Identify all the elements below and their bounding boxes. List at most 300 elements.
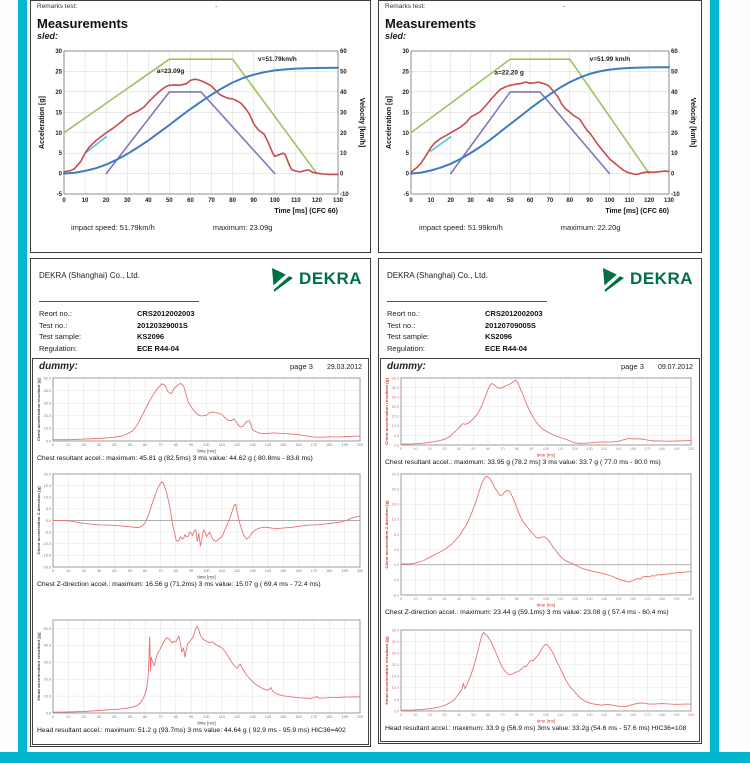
svg-text:30: 30	[467, 198, 474, 204]
chest-z-direction-chart	[35, 470, 366, 580]
sled-label: sled:	[385, 31, 407, 41]
svg-text:100: 100	[542, 447, 550, 451]
svg-text:50: 50	[471, 713, 476, 717]
remarks-row	[379, 1, 701, 10]
remarks-label: Remarks test:	[37, 3, 78, 10]
svg-text:90: 90	[529, 597, 534, 601]
svg-text:5.0: 5.0	[393, 697, 399, 702]
svg-text:10: 10	[66, 569, 71, 573]
svg-text:100: 100	[542, 597, 550, 601]
field-test-no: Test no.: 20120709005S	[387, 320, 536, 330]
dummy-label: dummy:	[39, 361, 78, 372]
svg-text:190: 190	[673, 447, 680, 451]
svg-text:40: 40	[339, 89, 347, 96]
chest-z-caption: Chest Z-direction accel.: maximum: 16.56 g (71.2ms) 3 ms value: 15.07 g ( 69.4 ms - 72.4 ms)	[37, 581, 321, 588]
svg-text:190: 190	[341, 569, 348, 573]
svg-text:15: 15	[402, 110, 409, 117]
svg-text:0: 0	[399, 447, 403, 451]
svg-text:Time [ms] (CFC 60): Time [ms] (CFC 60)	[605, 208, 669, 215]
svg-text:-5.0: -5.0	[44, 530, 51, 535]
svg-text:110: 110	[557, 447, 564, 451]
svg-text:80: 80	[173, 443, 178, 447]
svg-text:40: 40	[112, 443, 117, 447]
svg-text:24.0: 24.0	[391, 472, 399, 477]
svg-text:Velocity [km/h]: Velocity [km/h]	[357, 97, 365, 148]
report-header	[379, 259, 701, 293]
svg-text:190: 190	[673, 597, 680, 601]
svg-text:70: 70	[500, 597, 505, 601]
svg-text:120: 120	[644, 198, 655, 204]
svg-text:-5: -5	[403, 192, 409, 199]
svg-text:180: 180	[658, 447, 666, 451]
svg-text:20: 20	[427, 447, 433, 451]
svg-text:70: 70	[158, 443, 163, 447]
svg-text:170: 170	[644, 447, 651, 451]
svg-text:10.0: 10.0	[43, 694, 51, 699]
svg-text:20: 20	[102, 198, 109, 204]
svg-text:35.0: 35.0	[391, 628, 399, 633]
svg-text:0.0: 0.0	[45, 711, 51, 716]
dummy-header	[381, 359, 699, 372]
dekra-logo-text: DEKRA	[299, 269, 362, 288]
svg-text:90: 90	[189, 569, 194, 573]
dekra-logo	[271, 265, 362, 293]
svg-text:150: 150	[280, 443, 287, 447]
svg-text:120: 120	[311, 198, 322, 204]
svg-text:180: 180	[326, 569, 333, 573]
svg-text:0: 0	[399, 597, 403, 601]
svg-text:110: 110	[218, 715, 225, 719]
dummy-section	[380, 358, 700, 742]
svg-text:60: 60	[671, 49, 678, 56]
svg-text:170: 170	[644, 713, 651, 717]
svg-text:Acceleration [g]: Acceleration [g]	[38, 96, 46, 149]
svg-text:190: 190	[341, 715, 348, 719]
sled-label: sled:	[37, 31, 59, 41]
svg-text:30: 30	[54, 49, 62, 56]
svg-text:30: 30	[671, 110, 678, 117]
svg-text:15.0: 15.0	[391, 674, 399, 679]
svg-text:140: 140	[600, 597, 608, 601]
svg-text:30: 30	[96, 569, 102, 573]
remarks-value: -	[215, 3, 218, 10]
svg-text:60: 60	[186, 198, 194, 204]
svg-text:130: 130	[249, 715, 256, 719]
svg-text:40: 40	[144, 198, 152, 204]
svg-text:170: 170	[310, 569, 318, 573]
svg-text:200: 200	[356, 715, 364, 719]
svg-text:150: 150	[615, 447, 622, 451]
svg-text:30: 30	[123, 198, 131, 204]
svg-text:0.0: 0.0	[45, 518, 51, 523]
svg-text:20.0: 20.0	[391, 405, 399, 410]
svg-text:70: 70	[500, 713, 505, 717]
svg-text:190: 190	[341, 443, 348, 447]
svg-text:40: 40	[112, 569, 117, 573]
svg-text:160: 160	[295, 569, 302, 573]
svg-text:0.0: 0.0	[393, 563, 399, 568]
chest-resultant-caption: Chest resultant accel.: maximum: 33.95 g (78.2 ms) 3 ms value: 33.7 g ( 77.0 ms - 80.0 ms)	[385, 459, 661, 466]
svg-text:0: 0	[409, 198, 413, 204]
svg-text:130: 130	[586, 447, 593, 451]
head-resultant-caption: Head resultant accel.: maximum: 33.9 g (56.9 ms) 3ms value: 33.2g (54.6 ms - 57.6 ms) HIC36=108	[385, 725, 687, 732]
svg-text:50: 50	[471, 447, 476, 451]
svg-text:40.0: 40.0	[43, 643, 51, 648]
svg-text:110: 110	[624, 198, 635, 204]
svg-text:20: 20	[81, 443, 86, 447]
dekra-logo-text: DEKRA	[630, 269, 693, 288]
svg-text:10: 10	[66, 715, 71, 719]
svg-text:-20.0: -20.0	[42, 565, 51, 570]
svg-text:100: 100	[203, 715, 210, 719]
measurements-title: Measurements	[385, 16, 477, 31]
svg-text:190: 190	[673, 713, 680, 717]
svg-text:120: 120	[234, 569, 241, 573]
svg-text:130: 130	[586, 713, 593, 717]
svg-text:40: 40	[487, 198, 494, 204]
svg-text:a=23.09g: a=23.09g	[156, 68, 184, 76]
svg-text:10: 10	[671, 151, 678, 158]
dekra-arrow-icon	[602, 265, 626, 293]
svg-text:time [ms]: time [ms]	[536, 452, 556, 458]
svg-text:20: 20	[427, 713, 433, 717]
sled-page-right	[378, 0, 702, 253]
svg-text:Head acceleration resultant [g: Head acceleration resultant [g]	[384, 646, 389, 705]
svg-text:10: 10	[427, 198, 435, 204]
svg-text:10: 10	[402, 130, 409, 137]
svg-text:20.0: 20.0	[43, 472, 51, 477]
svg-text:time [ms]: time [ms]	[536, 718, 556, 724]
svg-text:140: 140	[264, 569, 272, 573]
svg-text:160: 160	[629, 713, 637, 717]
svg-text:80: 80	[514, 713, 520, 717]
report-fields	[31, 306, 370, 358]
svg-text:15.0: 15.0	[43, 483, 51, 488]
svg-text:10: 10	[66, 443, 71, 447]
svg-text:70: 70	[158, 569, 163, 573]
svg-text:30: 30	[442, 447, 447, 451]
company-name: DEKRA (Shanghai) Co., Ltd.	[39, 271, 140, 280]
svg-text:0: 0	[51, 715, 55, 719]
svg-text:0.0: 0.0	[393, 709, 399, 714]
svg-text:60: 60	[142, 569, 148, 573]
page-number: page 3	[621, 362, 644, 371]
field-report-no: Reort no.: CRS2012002003	[387, 309, 543, 318]
svg-text:110: 110	[218, 569, 225, 573]
svg-text:-15.0: -15.0	[42, 553, 51, 558]
svg-text:-5: -5	[56, 192, 62, 199]
sled-footer	[31, 223, 370, 232]
svg-text:140: 140	[600, 447, 608, 451]
svg-text:Time [ms] (CFC 60): Time [ms] (CFC 60)	[273, 208, 338, 215]
svg-text:80: 80	[514, 447, 520, 451]
field-test-sample: Test sample: KS2096	[387, 332, 513, 341]
svg-text:80: 80	[228, 198, 236, 204]
svg-text:90: 90	[189, 443, 194, 447]
svg-text:50.0: 50.0	[43, 376, 51, 381]
svg-text:Head acceleration resultant [g: Head acceleration resultant [g]	[36, 642, 41, 701]
svg-text:30: 30	[96, 715, 102, 719]
svg-text:0.0: 0.0	[45, 439, 51, 444]
svg-text:160: 160	[629, 597, 637, 601]
svg-text:-8.0: -8.0	[392, 593, 399, 598]
svg-text:time [ms]: time [ms]	[197, 574, 216, 580]
svg-text:60: 60	[485, 597, 491, 601]
svg-text:10.0: 10.0	[43, 495, 51, 500]
svg-text:130: 130	[249, 443, 256, 447]
svg-text:60: 60	[485, 713, 491, 717]
svg-text:20.0: 20.0	[43, 677, 51, 682]
svg-text:25.0: 25.0	[391, 395, 399, 400]
svg-text:50: 50	[127, 569, 132, 573]
svg-text:170: 170	[310, 443, 318, 447]
field-test-sample: Test sample: KS2096	[39, 332, 165, 341]
sled-acceleration-chart	[36, 43, 366, 221]
report-page-left	[30, 258, 371, 747]
remarks-label: Remarks test:	[385, 3, 426, 10]
svg-text:time [ms]: time [ms]	[197, 448, 216, 454]
svg-text:150: 150	[615, 597, 622, 601]
sled-acceleration-chart	[383, 43, 697, 221]
svg-text:100: 100	[269, 198, 280, 204]
svg-text:170: 170	[310, 715, 318, 719]
impact-speed-value: impact speed: 51.79km/h	[71, 223, 155, 232]
remarks-row	[31, 1, 370, 10]
header-divider	[39, 301, 199, 302]
svg-text:10: 10	[54, 130, 62, 137]
svg-text:20.0: 20.0	[43, 414, 51, 419]
chest-resultant-caption: Chest resultant accel.: maximum: 45.81 g (82.5ms) 3 ms value: 44.62 g ( 80.8ms - 83.8 ms)	[37, 455, 313, 462]
report-date: 09.07.2012	[657, 364, 693, 371]
svg-text:5: 5	[405, 151, 409, 158]
svg-text:20: 20	[427, 597, 433, 601]
svg-text:25: 25	[402, 69, 409, 76]
svg-text:0: 0	[671, 171, 675, 178]
svg-text:100: 100	[203, 569, 210, 573]
svg-text:16.0: 16.0	[391, 502, 399, 507]
svg-text:35.0: 35.0	[391, 376, 399, 381]
svg-text:30.0: 30.0	[391, 385, 399, 390]
maximum-value: maximum: 23.09g	[212, 223, 273, 232]
svg-text:130: 130	[332, 198, 343, 204]
svg-text:120: 120	[234, 443, 241, 447]
svg-text:0: 0	[51, 569, 55, 573]
report-page-right	[378, 258, 702, 744]
svg-text:50: 50	[127, 715, 132, 719]
svg-text:30.0: 30.0	[391, 639, 399, 644]
svg-text:80: 80	[514, 597, 520, 601]
report-header	[31, 259, 370, 293]
svg-text:0: 0	[399, 713, 403, 717]
svg-text:10: 10	[413, 447, 418, 451]
svg-text:v=51.99 km/h: v=51.99 km/h	[589, 55, 631, 63]
head-resultant-caption: Head resultant accel.: maximum: 51.2 g (93.7ms) 3 ms value: 44.64 g ( 92.9 ms - 95.9 ms) HIC36=402	[37, 727, 346, 734]
svg-text:60: 60	[142, 715, 148, 719]
svg-text:130: 130	[249, 569, 256, 573]
svg-text:50: 50	[506, 198, 514, 204]
impact-speed-value: impact speed: 51.99km/h	[419, 223, 503, 232]
svg-text:130: 130	[663, 198, 675, 204]
svg-text:60: 60	[485, 447, 491, 451]
svg-text:20: 20	[402, 89, 409, 96]
svg-text:200: 200	[687, 713, 695, 717]
svg-text:10.0: 10.0	[391, 686, 399, 691]
svg-text:50: 50	[471, 597, 476, 601]
svg-text:80: 80	[173, 715, 178, 719]
svg-text:20.0: 20.0	[391, 663, 399, 668]
svg-text:150: 150	[615, 713, 622, 717]
svg-text:0: 0	[58, 171, 62, 178]
svg-text:100: 100	[203, 443, 210, 447]
svg-text:time [ms]: time [ms]	[536, 602, 556, 608]
svg-text:15: 15	[54, 110, 62, 117]
svg-text:-10.0: -10.0	[42, 542, 51, 547]
svg-text:140: 140	[600, 713, 608, 717]
svg-text:60: 60	[526, 198, 534, 204]
svg-text:a=22.20 g: a=22.20 g	[494, 69, 524, 77]
header-divider	[387, 301, 547, 302]
svg-text:120: 120	[571, 447, 579, 451]
svg-text:70: 70	[500, 447, 505, 451]
frame-bar-left	[18, 0, 27, 752]
dekra-arrow-icon	[271, 265, 295, 293]
svg-text:120: 120	[571, 597, 579, 601]
svg-text:110: 110	[218, 443, 225, 447]
svg-text:30.0: 30.0	[43, 660, 51, 665]
company-name: DEKRA (Shanghai) Co., Ltd.	[387, 271, 488, 280]
svg-text:12.0: 12.0	[391, 517, 399, 522]
svg-text:60: 60	[339, 49, 347, 56]
svg-text:10: 10	[339, 151, 347, 158]
svg-text:120: 120	[571, 713, 579, 717]
svg-text:0: 0	[405, 171, 409, 178]
svg-text:30: 30	[96, 443, 102, 447]
svg-text:20: 20	[54, 89, 62, 96]
svg-text:200: 200	[687, 447, 695, 451]
dummy-header	[33, 359, 368, 372]
chest-resultant-chart	[383, 374, 697, 458]
svg-text:40: 40	[456, 713, 462, 717]
report-date: 29.03.2012	[326, 364, 362, 371]
svg-text:5: 5	[58, 151, 62, 158]
field-test-no: Test no.: 20120329001S	[39, 320, 188, 330]
svg-text:20: 20	[671, 130, 678, 137]
svg-text:160: 160	[295, 443, 302, 447]
sled-page-left	[30, 0, 371, 253]
svg-text:130: 130	[586, 597, 593, 601]
svg-text:40.0: 40.0	[43, 388, 51, 393]
svg-text:100: 100	[604, 198, 615, 204]
svg-text:200: 200	[356, 569, 364, 573]
svg-text:8.0: 8.0	[393, 532, 399, 537]
svg-text:0: 0	[51, 443, 55, 447]
svg-text:30.0: 30.0	[43, 401, 51, 406]
svg-text:40: 40	[112, 715, 117, 719]
svg-text:80: 80	[566, 198, 574, 204]
svg-text:50.0: 50.0	[43, 626, 51, 631]
svg-text:40: 40	[456, 597, 462, 601]
svg-text:-4.0: -4.0	[392, 578, 399, 583]
maximum-value: maximum: 22.20g	[560, 223, 621, 232]
svg-text:180: 180	[658, 597, 666, 601]
svg-text:90: 90	[249, 198, 257, 204]
svg-text:150: 150	[280, 569, 287, 573]
chest-z-caption: Chest Z-direction accel.: maximum: 23.44 g (59.1ms) 3 ms value: 23.08 g ( 57.4 ms - 60.4 ms)	[385, 609, 669, 616]
svg-text:140: 140	[264, 715, 272, 719]
svg-text:180: 180	[326, 443, 333, 447]
svg-text:0: 0	[339, 171, 343, 178]
svg-text:110: 110	[557, 713, 564, 717]
svg-text:Chest acceleration Z-direction: Chest acceleration Z-direction [g]	[36, 490, 41, 555]
svg-text:-10: -10	[339, 192, 349, 199]
svg-text:20.0: 20.0	[391, 487, 399, 492]
svg-text:25: 25	[54, 69, 62, 76]
svg-text:110: 110	[557, 597, 564, 601]
svg-text:50: 50	[671, 69, 678, 76]
svg-text:20: 20	[339, 130, 347, 137]
svg-text:110: 110	[290, 198, 301, 204]
svg-text:30: 30	[442, 597, 447, 601]
svg-text:140: 140	[264, 443, 272, 447]
svg-text:25.0: 25.0	[391, 651, 399, 656]
svg-text:10.0: 10.0	[43, 426, 51, 431]
remarks-value: -	[563, 3, 566, 10]
head-resultant-chart	[35, 616, 366, 726]
svg-text:150: 150	[280, 715, 287, 719]
svg-text:40: 40	[671, 89, 678, 96]
svg-text:60: 60	[142, 443, 148, 447]
svg-text:Chest acceleration resultant [: Chest acceleration resultant [g]	[384, 385, 389, 445]
head-resultant-chart	[383, 626, 697, 724]
svg-text:10: 10	[81, 198, 88, 204]
page-number: page 3	[290, 362, 313, 371]
svg-text:90: 90	[189, 715, 194, 719]
svg-text:Chest acceleration Z-direction: Chest acceleration Z-direction [g]	[384, 504, 389, 569]
svg-text:0.0: 0.0	[393, 443, 399, 448]
svg-text:90: 90	[529, 713, 534, 717]
svg-text:5.0: 5.0	[45, 507, 51, 512]
report-fields	[379, 306, 701, 358]
svg-text:5.0: 5.0	[393, 433, 399, 438]
svg-text:15.0: 15.0	[391, 414, 399, 419]
svg-text:10.0: 10.0	[391, 424, 399, 429]
svg-text:30: 30	[402, 49, 409, 56]
svg-text:50: 50	[127, 443, 132, 447]
svg-text:170: 170	[644, 597, 651, 601]
frame-bar-bottom	[0, 752, 750, 763]
svg-text:160: 160	[629, 447, 637, 451]
svg-text:Velocity [km/h]: Velocity [km/h]	[689, 97, 696, 148]
svg-text:50: 50	[165, 198, 173, 204]
field-report-no: Reort no.: CRS2012002003	[39, 309, 195, 318]
svg-text:20: 20	[81, 569, 86, 573]
svg-text:120: 120	[234, 715, 241, 719]
field-regulation: Regulation: ECE R44-04	[387, 343, 528, 353]
svg-text:90: 90	[529, 447, 534, 451]
svg-text:70: 70	[158, 715, 163, 719]
svg-text:200: 200	[356, 443, 364, 447]
svg-text:50: 50	[339, 69, 347, 76]
svg-text:Acceleration [g]: Acceleration [g]	[386, 96, 393, 149]
field-regulation: Regulation: ECE R44-04	[39, 343, 180, 353]
svg-text:100: 100	[542, 713, 550, 717]
dummy-section	[32, 358, 369, 745]
measurements-title: Measurements	[37, 16, 129, 31]
svg-text:20: 20	[81, 715, 86, 719]
svg-text:10: 10	[413, 713, 418, 717]
svg-text:180: 180	[326, 715, 333, 719]
chest-resultant-chart	[35, 374, 366, 454]
